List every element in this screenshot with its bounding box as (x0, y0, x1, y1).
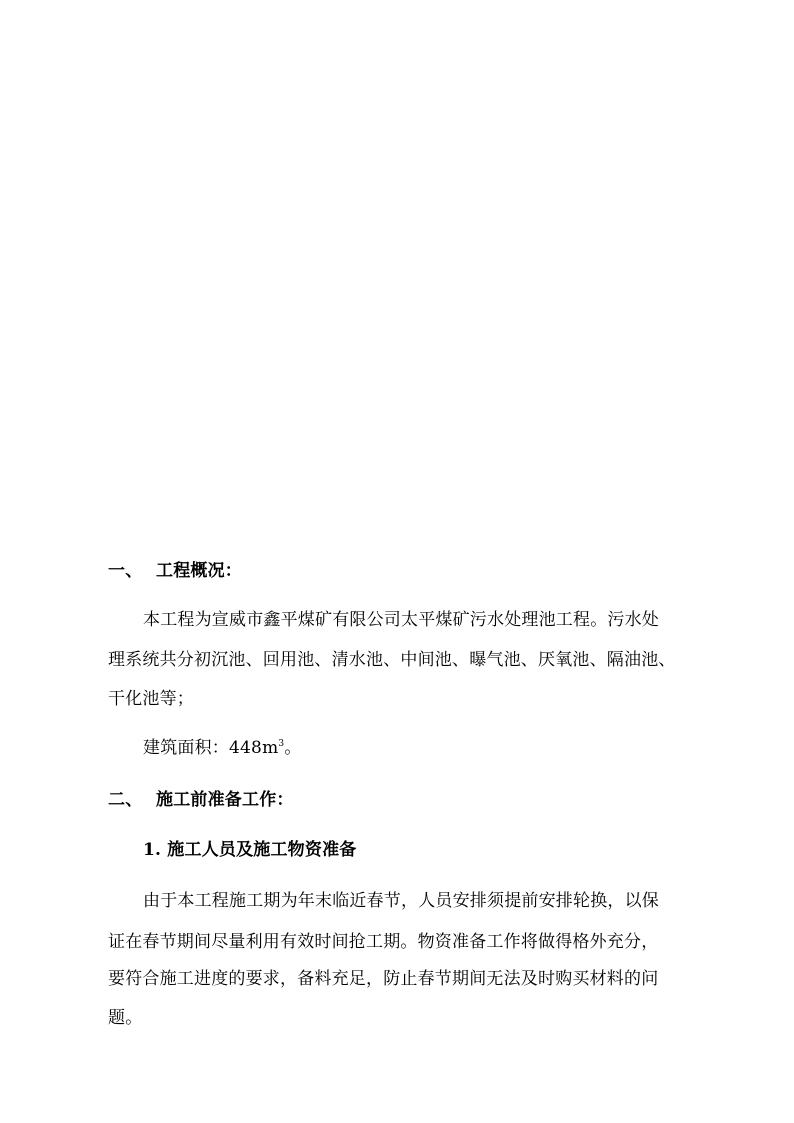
paragraph-line: 理系统共分初沉池、回用池、清水池、中间池、曝气池、厌氧池、隔油池、 (108, 650, 676, 670)
paragraph-line: 题。 (108, 1008, 143, 1028)
paragraph-line: 干化池等； (108, 689, 194, 709)
subsection-heading: 1. 施工人员及施工物资准备 (143, 840, 357, 860)
section-heading-1 (108, 556, 242, 581)
paragraph-line: 由于本工程施工期为年末临近春节，人员安排须提前安排轮换，以保 (143, 891, 659, 911)
section-heading-2 (108, 785, 294, 810)
section-title: 工程概况： (156, 561, 242, 581)
area-line (143, 733, 302, 758)
area-end: 。 (284, 738, 302, 758)
section-title: 施工前准备工作： (156, 790, 294, 810)
paragraph-line: 要符合施工进度的要求，备料充足，防止春节期间无法及时购买材料的问 (108, 969, 659, 989)
area-label: 建筑面积： (143, 738, 229, 758)
section-number: 一、 (108, 561, 143, 581)
paragraph-line: 证在春节期间尽量利用有效时间抢工期。物资准备工作将做得格外充分， (108, 932, 659, 952)
section-number: 二、 (108, 790, 143, 810)
area-unit: m (262, 738, 279, 758)
area-value: 448 (229, 738, 263, 758)
area-unit-exponent: 3 (278, 739, 285, 749)
paragraph-line: 本工程为宣威市鑫平煤矿有限公司太平煤矿污水处理池工程。污水处 (143, 610, 659, 630)
